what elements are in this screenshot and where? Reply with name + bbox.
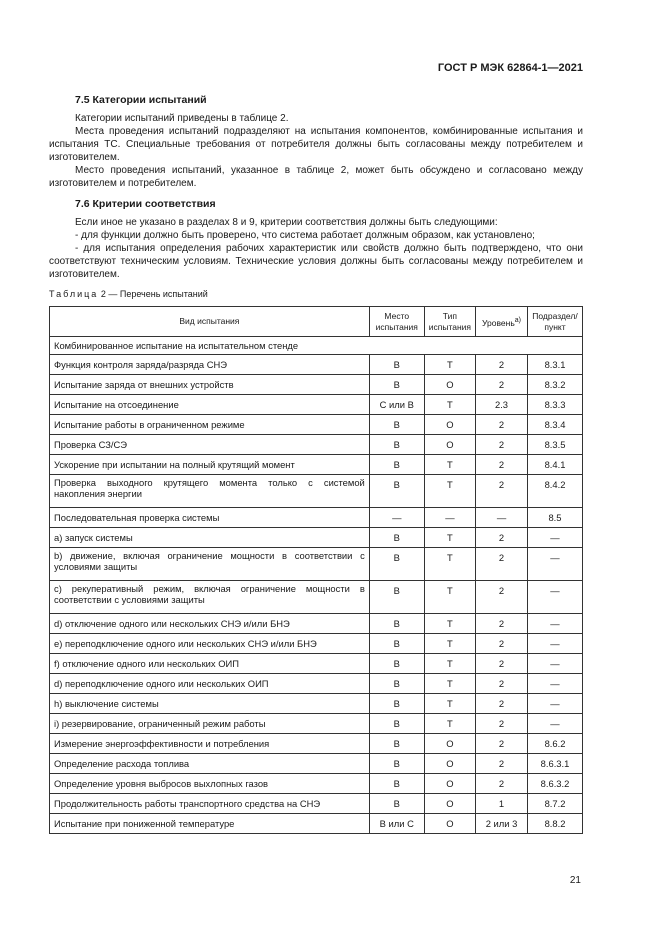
cell-test-name: Продолжительность работы транспортного средства на СНЭ — [50, 794, 370, 814]
cell-place: С или В — [369, 395, 424, 415]
page-number: 21 — [569, 875, 581, 886]
cell-level: 2 — [476, 694, 528, 714]
paragraph: - для функции должно быть проверено, что система работает должным образом, как установлено; — [75, 230, 535, 241]
cell-place: В — [369, 475, 424, 508]
cell-level: 2 — [476, 375, 528, 395]
cell-test-name: h) выключение системы — [50, 694, 370, 714]
cell-place: В — [369, 694, 424, 714]
col-header-level-text: Уровень — [482, 317, 515, 328]
cell-kind: Т — [424, 614, 475, 634]
cell-level: 2 — [476, 581, 528, 614]
cell-place: В — [369, 674, 424, 694]
table-row — [50, 774, 583, 794]
cell-test-name: Испытание работы в ограниченном режиме — [50, 415, 370, 435]
cell-kind: О — [424, 794, 475, 814]
cell-place: В — [369, 375, 424, 395]
cell-test-name: Испытание на отсоединение — [50, 395, 370, 415]
cell-level: 2 — [476, 435, 528, 455]
cell-kind: О — [424, 754, 475, 774]
cell-kind: О — [424, 375, 475, 395]
cell-level: 2 — [476, 415, 528, 435]
cell-level: 2 — [476, 654, 528, 674]
table-row — [50, 528, 583, 548]
table-caption-text: — Перечень испытаний — [108, 289, 208, 299]
cell-kind: О — [424, 814, 475, 834]
cell-kind: О — [424, 774, 475, 794]
cell-level: 2 — [476, 455, 528, 475]
cell-kind: Т — [424, 455, 475, 475]
paragraph: Категории испытаний приведены в таблице 2. — [75, 113, 289, 124]
col-header-kind: Тип испытания — [424, 307, 475, 337]
cell-test-name: Испытание заряда от внешних устройств — [50, 375, 370, 395]
cell-kind: О — [424, 734, 475, 754]
table-row — [50, 475, 583, 508]
cell-test-name: Испытание при пониженной температуре — [50, 814, 370, 834]
cell-test-name: f) отключение одного или нескольких ОИП — [50, 654, 370, 674]
cell-test-name: i) резервирование, ограниченный режим работы — [50, 714, 370, 734]
page-content — [49, 94, 583, 834]
cell-subsection: — — [527, 674, 582, 694]
group-label: Комбинированное испытание на испытательном стенде — [50, 337, 583, 355]
cell-kind: Т — [424, 674, 475, 694]
table-row — [50, 415, 583, 435]
cell-subsection: 8.4.1 — [527, 455, 582, 475]
table-row — [50, 734, 583, 754]
cell-kind: Т — [424, 694, 475, 714]
table-row — [50, 548, 583, 581]
cell-place: — — [369, 508, 424, 528]
cell-subsection: 8.3.3 — [527, 395, 582, 415]
paragraph: - для испытания определения рабочих характеристик или свойств должно быть подтверждено, что они соответствуют техническим условиям. Технические условия должны быть согласованы между потребителем и изготовителем. — [49, 243, 583, 280]
cell-place: В — [369, 455, 424, 475]
cell-kind: Т — [424, 581, 475, 614]
cell-subsection: — — [527, 654, 582, 674]
cell-test-name: Измерение энергоэффективности и потребления — [50, 734, 370, 754]
cell-place: В — [369, 734, 424, 754]
cell-subsection: 8.8.2 — [527, 814, 582, 834]
cell-kind: Т — [424, 548, 475, 581]
cell-test-name: Определение расхода топлива — [50, 754, 370, 774]
cell-place: В — [369, 654, 424, 674]
table-caption-label: Таблица — [49, 289, 99, 299]
table-row — [50, 794, 583, 814]
cell-kind: Т — [424, 475, 475, 508]
table-row — [50, 395, 583, 415]
cell-kind: Т — [424, 395, 475, 415]
cell-subsection: — — [527, 548, 582, 581]
cell-test-name: Ускорение при испытании на полный крутящий момент — [50, 455, 370, 475]
paragraph: Места проведения испытаний подразделяют на испытания компонентов, комбинированные испытания и испытания ТС. Специальные требования от потребителя должны быть согласованы между потребителем и изготовителем. — [49, 126, 583, 163]
table-row — [50, 714, 583, 734]
cell-place: В — [369, 548, 424, 581]
table-header-row — [50, 307, 583, 337]
table-row — [50, 355, 583, 375]
cell-subsection: 8.3.1 — [527, 355, 582, 375]
cell-subsection: 8.5 — [527, 508, 582, 528]
cell-place: В — [369, 614, 424, 634]
cell-place: В — [369, 634, 424, 654]
table-caption-number: 2 — [100, 289, 106, 299]
cell-level: 2 или 3 — [476, 814, 528, 834]
cell-subsection: 8.3.4 — [527, 415, 582, 435]
paragraph: Если иное не указано в разделах 8 и 9, критерии соответствия должны быть следующими: — [75, 217, 498, 228]
cell-place: В — [369, 794, 424, 814]
cell-level: 2 — [476, 475, 528, 508]
cell-level: 2 — [476, 548, 528, 581]
document-id: ГОСТ Р МЭК 62864-1—2021 — [437, 62, 583, 74]
cell-place: В — [369, 528, 424, 548]
cell-subsection: — — [527, 614, 582, 634]
tests-table — [49, 306, 583, 834]
cell-subsection: — — [527, 694, 582, 714]
cell-place: В — [369, 355, 424, 375]
cell-kind: Т — [424, 355, 475, 375]
cell-subsection: 8.6.3.2 — [527, 774, 582, 794]
cell-place: В — [369, 435, 424, 455]
cell-subsection: 8.3.2 — [527, 375, 582, 395]
cell-test-name: Последовательная проверка системы — [50, 508, 370, 528]
table-row — [50, 455, 583, 475]
cell-place: В или С — [369, 814, 424, 834]
col-header-place: Место испытания — [369, 307, 424, 337]
cell-kind: О — [424, 415, 475, 435]
level-footnote-mark: а) — [514, 316, 521, 324]
cell-test-name: d) отключение одного или нескольких СНЭ и/или БНЭ — [50, 614, 370, 634]
table-group-row — [50, 337, 583, 355]
cell-test-name: е) переподключение одного или нескольких СНЭ и/или БНЭ — [50, 634, 370, 654]
cell-level: 2.3 — [476, 395, 528, 415]
table-row — [50, 508, 583, 528]
cell-level: 2 — [476, 528, 528, 548]
cell-level: 2 — [476, 674, 528, 694]
cell-subsection: — — [527, 714, 582, 734]
cell-subsection: — — [527, 528, 582, 548]
col-header-subsection: Подраздел/пункт — [527, 307, 582, 337]
table-caption — [49, 289, 583, 299]
table-row — [50, 674, 583, 694]
table-row — [50, 654, 583, 674]
cell-test-name: с) рекуперативный режим, включая ограничение мощности в соответствии с условиями защиты — [50, 581, 370, 614]
cell-place: В — [369, 754, 424, 774]
cell-test-name: Проверка выходного крутящего момента только с системой накопления энергии — [50, 475, 370, 508]
table-row — [50, 375, 583, 395]
cell-place: В — [369, 714, 424, 734]
cell-test-name: b) движение, включая ограничение мощности в соответствии с условиями защиты — [50, 548, 370, 581]
cell-test-name: а) запуск системы — [50, 528, 370, 548]
cell-test-name: Проверка СЗ/СЭ — [50, 435, 370, 455]
cell-subsection: — — [527, 581, 582, 614]
cell-subsection: 8.6.2 — [527, 734, 582, 754]
cell-test-name: Определение уровня выбросов выхлопных газов — [50, 774, 370, 794]
cell-subsection: — — [527, 634, 582, 654]
col-header-type: Вид испытания — [50, 307, 370, 337]
cell-level: 2 — [476, 714, 528, 734]
table-row — [50, 754, 583, 774]
section-7-6 — [49, 198, 583, 281]
cell-place: В — [369, 415, 424, 435]
cell-kind: Т — [424, 528, 475, 548]
cell-test-name: d) переподключение одного или нескольких ОИП — [50, 674, 370, 694]
cell-level: 2 — [476, 634, 528, 654]
cell-level: 2 — [476, 774, 528, 794]
table-row — [50, 435, 583, 455]
cell-level: 2 — [476, 734, 528, 754]
cell-place: В — [369, 581, 424, 614]
paragraph: Место проведения испытаний, указанное в таблице 2, может быть обсуждено и согласовано между изготовителем и потребителем. — [49, 165, 583, 189]
cell-level: — — [476, 508, 528, 528]
cell-subsection: 8.4.2 — [527, 475, 582, 508]
cell-test-name: Функция контроля заряда/разряда СНЭ — [50, 355, 370, 375]
col-header-level — [476, 307, 528, 337]
cell-level: 2 — [476, 614, 528, 634]
cell-level: 2 — [476, 754, 528, 774]
cell-level: 1 — [476, 794, 528, 814]
cell-subsection: 8.3.5 — [527, 435, 582, 455]
table-row — [50, 614, 583, 634]
cell-level: 2 — [476, 355, 528, 375]
cell-kind: Т — [424, 654, 475, 674]
cell-kind: О — [424, 435, 475, 455]
cell-kind: Т — [424, 714, 475, 734]
table-row — [50, 581, 583, 614]
section-7-5-title: 7.5 Категории испытаний — [75, 94, 207, 106]
cell-place: В — [369, 774, 424, 794]
table-row — [50, 694, 583, 714]
section-7-6-title: 7.6 Критерии соответствия — [75, 198, 216, 210]
cell-subsection: 8.7.2 — [527, 794, 582, 814]
table-row — [50, 634, 583, 654]
cell-kind: — — [424, 508, 475, 528]
cell-subsection: 8.6.3.1 — [527, 754, 582, 774]
table-row — [50, 814, 583, 834]
cell-kind: Т — [424, 634, 475, 654]
